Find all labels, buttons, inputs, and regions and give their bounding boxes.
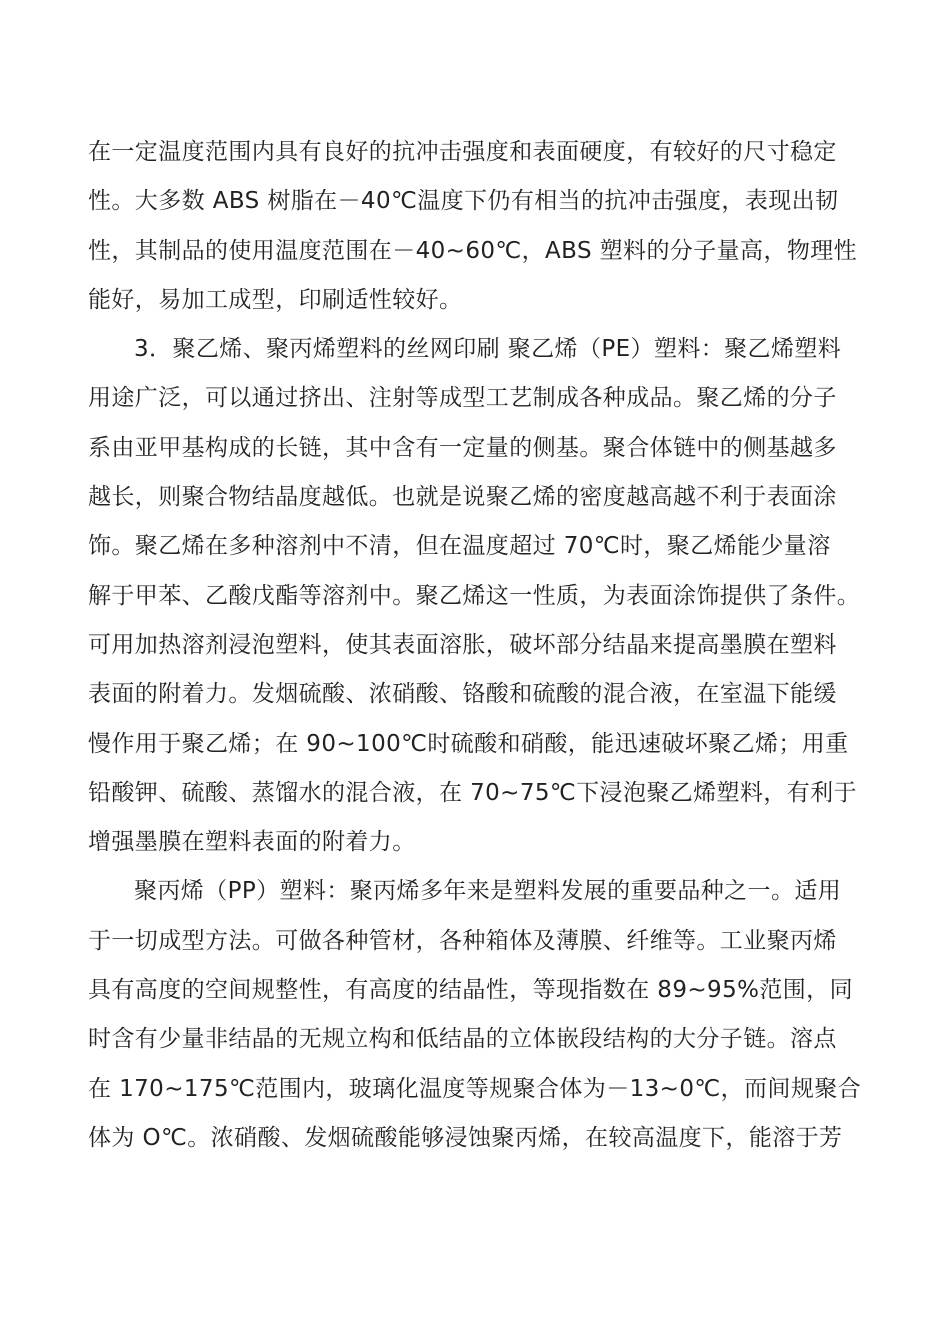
text-line-11: 可用加热溶剂浸泡塑料，使其表面溶胀，破坏部分结晶来提高墨膜在塑料: [88, 631, 837, 658]
text-line-17: 于一切成型方法。可做各种管材，各种箱体及薄膜、纤维等。工业聚丙烯: [88, 927, 837, 954]
text-line-9: 饰。聚乙烯在多种溶剂中不清，但在温度超过 70℃时，聚乙烯能少量溶: [88, 533, 831, 560]
text-line-21: 体为 O℃。浓硝酸、发烟硫酸能够浸蚀聚丙烯，在较高温度下，能溶于芳: [88, 1124, 843, 1151]
text-line-2: 性。大多数 ABS 树脂在－40℃温度下仍有相当的抗冲击强度，表现出韧: [88, 188, 839, 215]
text-line-4: 能好，易加工成型，印刷适性较好。: [88, 286, 463, 313]
text-line-15: 增强墨膜在塑料表面的附着力。: [88, 829, 416, 856]
text-line-6: 用途广泛，可以通过挤出、注射等成型工艺制成各种成品。聚乙烯的分子: [88, 385, 837, 412]
text-line-19: 时含有少量非结晶的无规立构和低结晶的立体嵌段结构的大分子链。溶点: [88, 1026, 837, 1053]
text-line-3: 性，其制品的使用温度范围在－40~60℃，ABS 塑料的分子量高，物理性: [88, 237, 858, 264]
text-line-7: 系由亚甲基构成的长链，其中含有一定量的侧基。聚合体链中的侧基越多: [88, 434, 837, 461]
text-line-10: 解于甲苯、乙酸戊酯等溶剂中。聚乙烯这一性质，为表面涂饰提供了条件。: [88, 582, 861, 609]
text-line-12: 表面的附着力。发烟硫酸、浓硝酸、铬酸和硫酸的混合液，在室温下能缓: [88, 681, 837, 708]
paragraph-start-pp: 聚丙烯（PP）塑料：聚丙烯多年来是塑料发展的重要品种之一。适用: [134, 878, 842, 905]
section-heading-line: 3．聚乙烯、聚丙烯塑料的丝网印刷 聚乙烯（PE）塑料：聚乙烯塑料: [134, 336, 842, 363]
text-line-18: 具有高度的空间规整性，有高度的结晶性，等现指数在 89~95%范围，同: [88, 977, 853, 1004]
text-line-13: 慢作用于聚乙烯；在 90~100℃时硫酸和硝酸，能迅速破坏聚乙烯；用重: [88, 730, 849, 757]
text-line-14: 铅酸钾、硫酸、蒸馏水的混合液，在 70~75℃下浸泡聚乙烯塑料，有利于: [88, 779, 857, 806]
text-line-20: 在 170~175℃范围内，玻璃化温度等规聚合体为－13~0℃，而间规聚合: [88, 1075, 862, 1102]
text-line-1: 在一定温度范围内具有良好的抗冲击强度和表面硬度，有较好的尺寸稳定: [88, 139, 837, 165]
text-line-8: 越长，则聚合物结晶度越低。也就是说聚乙烯的密度越高越不利于表面涂: [88, 484, 837, 511]
document-body: [88, 128, 868, 1163]
